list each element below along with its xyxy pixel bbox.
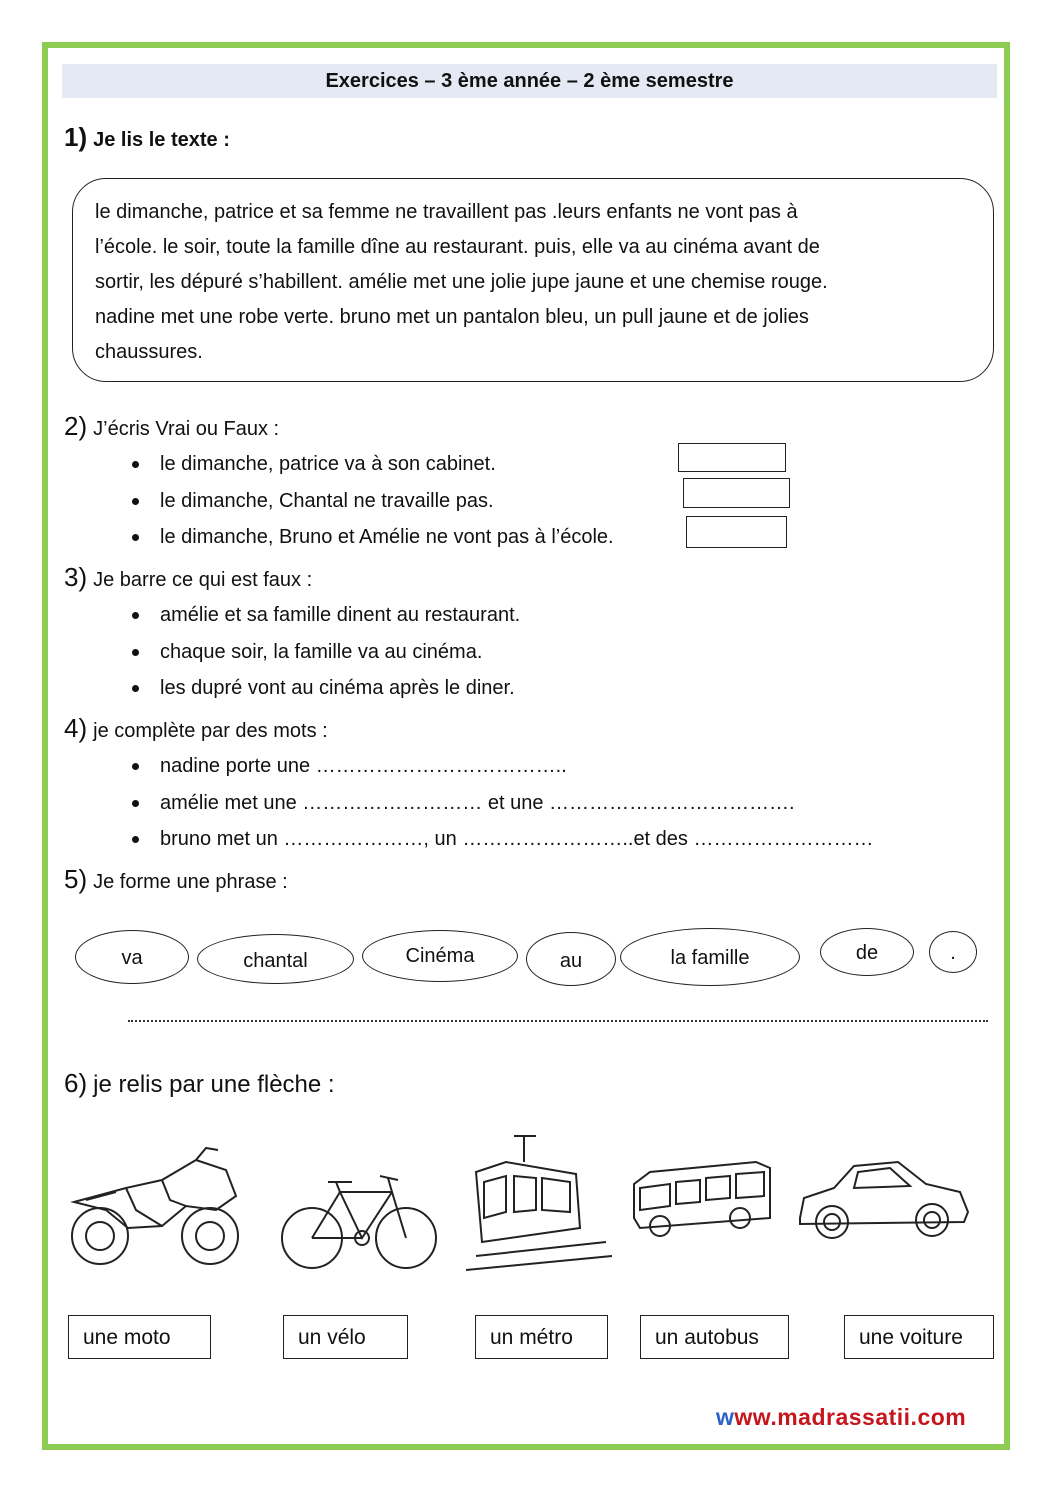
tram-icon xyxy=(466,1132,616,1272)
true-false-item: le dimanche, Chantal ne travaille pas. xyxy=(130,483,614,520)
bus-icon xyxy=(630,1158,774,1242)
question-4-label: je complète par des mots : xyxy=(93,720,328,742)
question-5-title xyxy=(64,864,288,895)
question-6-title xyxy=(64,1068,335,1099)
worksheet-title: Exercices – 3 ème année – 2 ème semestre xyxy=(62,64,997,98)
vehicle-label[interactable]: un autobus xyxy=(640,1315,789,1359)
strike-item[interactable]: chaque soir, la famille va au cinéma. xyxy=(130,634,520,671)
car-icon xyxy=(794,1158,972,1242)
question-1-title xyxy=(64,122,230,153)
question-6-label: je relis par une flèche : xyxy=(93,1071,335,1098)
question-4-number: 4) xyxy=(64,713,88,743)
question-5-number: 5) xyxy=(64,864,88,894)
question-2-number: 2) xyxy=(64,411,88,441)
question-5-label: Je forme une phrase : xyxy=(93,871,288,893)
motorcycle-icon xyxy=(66,1140,244,1270)
complete-list xyxy=(130,748,873,858)
question-3-label: Je barre ce qui est faux : xyxy=(93,569,313,591)
question-4-title xyxy=(64,713,328,744)
site-rest: ww.madrassatii.com xyxy=(734,1404,967,1430)
bicycle-icon xyxy=(280,1168,440,1272)
word-oval[interactable]: va xyxy=(75,930,189,984)
vehicle-label[interactable]: une moto xyxy=(68,1315,211,1359)
word-oval[interactable]: au xyxy=(526,932,616,986)
question-1-number: 1) xyxy=(64,122,88,152)
reading-line: nadine met une robe verte. bruno met un pantalon bleu, un pull jaune et de jolies xyxy=(95,306,809,328)
answer-box-1[interactable] xyxy=(678,443,786,472)
strike-item[interactable]: les dupré vont au cinéma après le diner. xyxy=(130,670,520,707)
true-false-list xyxy=(130,446,614,556)
vehicle-label[interactable]: un vélo xyxy=(283,1315,408,1359)
word-oval[interactable]: Cinéma xyxy=(362,930,518,982)
site-watermark xyxy=(716,1404,966,1431)
question-2-label: J’écris Vrai ou Faux : xyxy=(93,418,280,440)
question-6-number: 6) xyxy=(64,1068,88,1098)
complete-item[interactable]: amélie met une ……………………… et une ………………………………. xyxy=(130,785,873,822)
strike-false-list xyxy=(130,597,520,707)
true-false-item: le dimanche, patrice va à son cabinet. xyxy=(130,446,614,483)
reading-line: l’école. le soir, toute la famille dîne au restaurant. puis, elle va au cinéma avant de xyxy=(95,236,820,258)
reading-line: le dimanche, patrice et sa femme ne travaillent pas .leurs enfants ne vont pas à xyxy=(95,201,798,223)
vehicle-label[interactable]: un métro xyxy=(475,1315,608,1359)
strike-item[interactable]: amélie et sa famille dinent au restaurant. xyxy=(130,597,520,634)
word-oval[interactable]: chantal xyxy=(197,934,354,984)
question-2-title xyxy=(64,411,279,442)
reading-line: chaussures. xyxy=(95,341,203,363)
reading-text-box xyxy=(72,178,994,382)
true-false-item: le dimanche, Bruno et Amélie ne vont pas à l’école. xyxy=(130,519,614,556)
question-3-title xyxy=(64,562,312,593)
answer-dotted-line[interactable] xyxy=(128,1020,988,1022)
question-1-label: Je lis le texte : xyxy=(93,129,230,151)
word-oval[interactable]: la famille xyxy=(620,928,800,986)
site-prefix: w xyxy=(716,1404,735,1430)
question-3-number: 3) xyxy=(64,562,88,592)
complete-item[interactable]: nadine porte une ……………………………….. xyxy=(130,748,873,785)
complete-item[interactable]: bruno met un …………………, un ……………………..et des ……………………… xyxy=(130,821,873,858)
reading-line: sortir, les dépuré s’habillent. amélie met une jolie jupe jaune et une chemise rouge. xyxy=(95,271,828,293)
vehicle-label[interactable]: une voiture xyxy=(844,1315,994,1359)
answer-box-3[interactable] xyxy=(686,516,787,548)
word-oval[interactable]: . xyxy=(929,931,977,973)
answer-box-2[interactable] xyxy=(683,478,790,508)
word-oval[interactable]: de xyxy=(820,928,914,976)
